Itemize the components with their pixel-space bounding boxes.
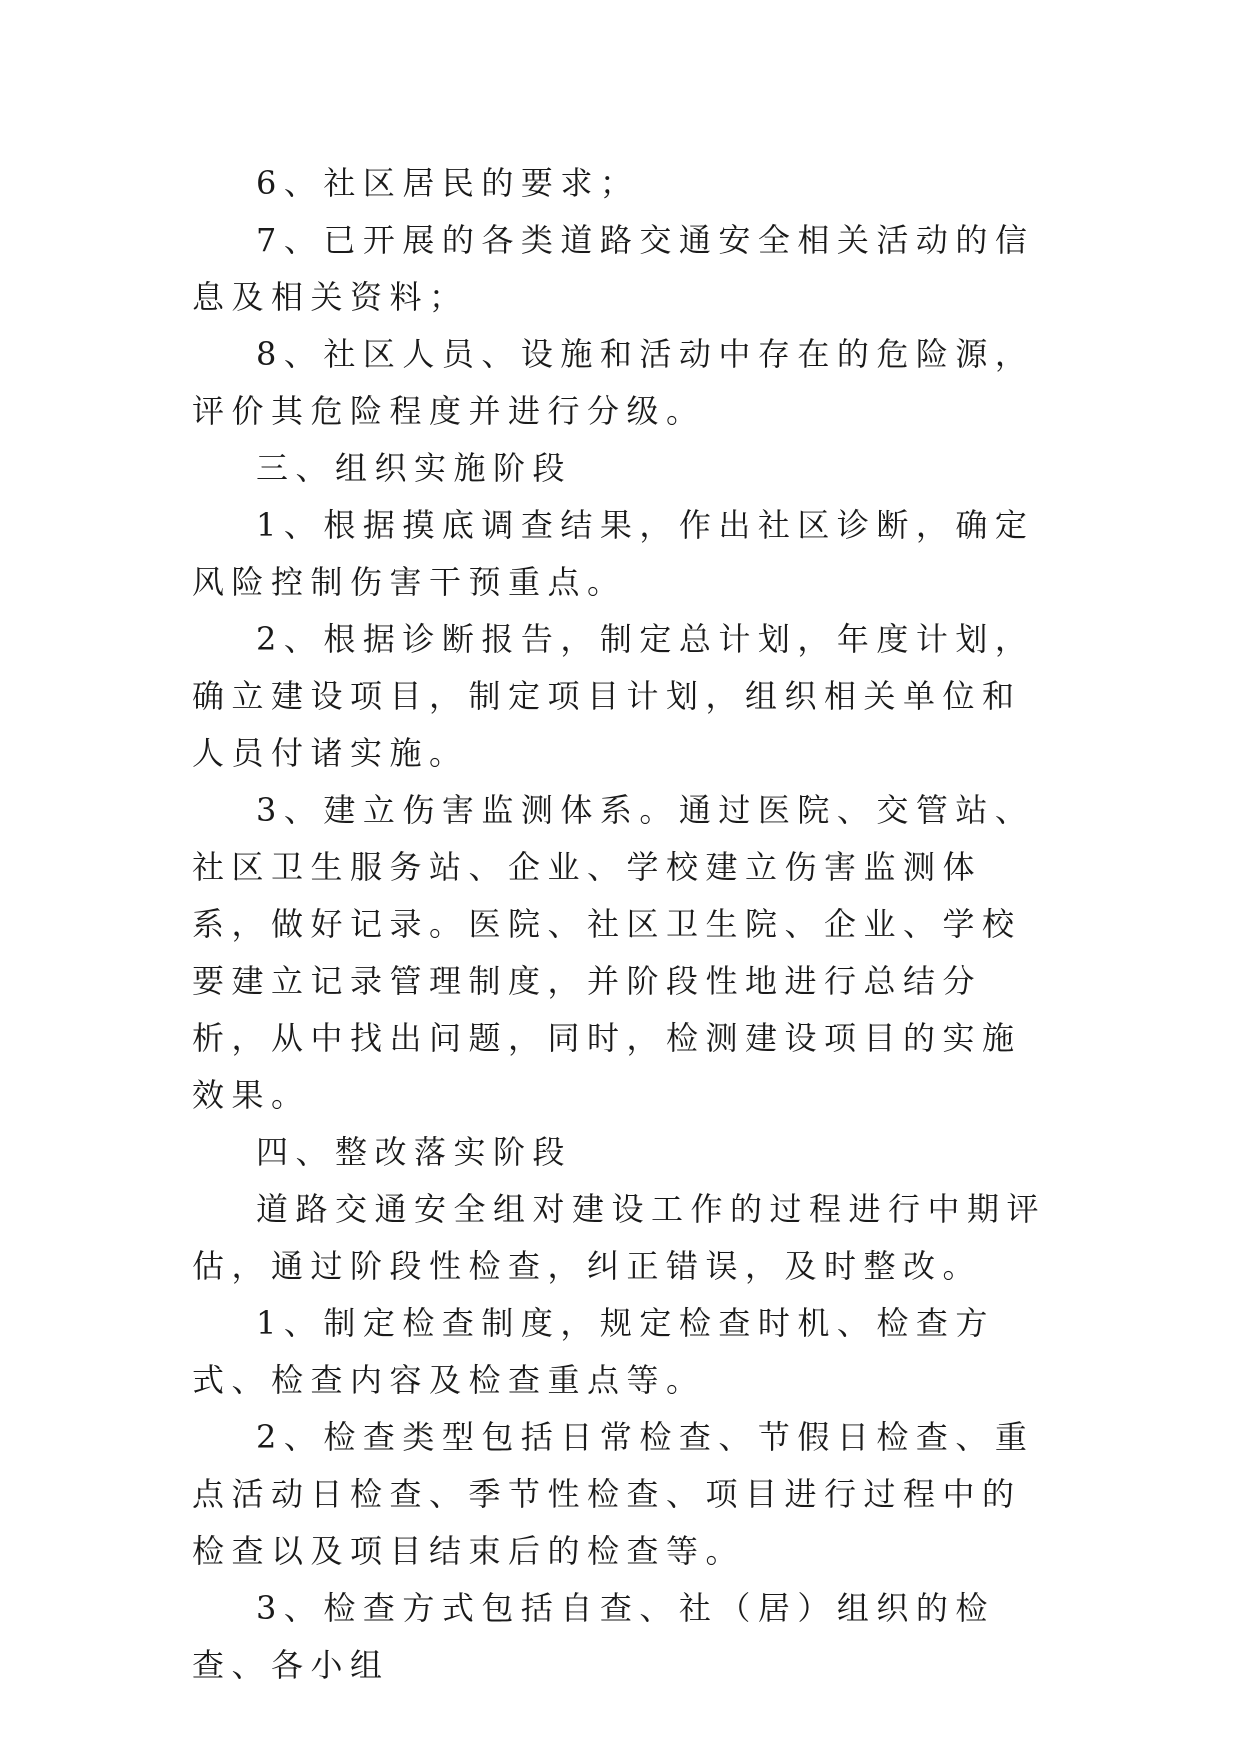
paragraph-item-8: 8、社区人员、设施和活动中存在的危险源，评价其危险程度并进行分级。: [192, 335, 1035, 430]
paragraph-item-1: 1、根据摸底调查结果，作出社区诊断，确定风险控制伤害干预重点。: [192, 506, 1035, 601]
paragraph-item-7: 7、已开展的各类道路交通安全相关活动的信息及相关资料；: [192, 221, 1035, 316]
document-body: [192, 155, 1052, 1694]
paragraph-intro: 道路交通安全组对建设工作的过程进行中期评估，通过阶段性检查，纠正错误，及时整改。: [192, 1190, 1047, 1285]
section-heading-4: 四、整改落实阶段: [256, 1133, 573, 1171]
section-heading-3: 三、组织实施阶段: [256, 449, 573, 487]
paragraph-item-3: 3、建立伤害监测体系。通过医院、交管站、社区卫生服务站、企业、学校建立伤害监测体系，做好记录。医院、社区卫生院、企业、学校要建立记录管理制度，并阶段性地进行总结分析，从中找出问题，同时，检测建设项目的实施效果。: [192, 791, 1035, 1114]
paragraph-item-3b: 3、检查方式包括自查、社（居）组织的检查、各小组: [192, 1589, 995, 1684]
paragraph-item-1b: 1、制定检查制度，规定检查时机、检查方式、检查内容及检查重点等。: [192, 1304, 995, 1399]
paragraph-item-6: 6、社区居民的要求；: [256, 164, 640, 202]
paragraph-item-2: 2、根据诊断报告，制定总计划，年度计划，确立建设项目，制定项目计划，组织相关单位和人员付诸实施。: [192, 620, 1035, 772]
paragraph-item-2b: 2、检查类型包括日常检查、节假日检查、重点活动日检查、季节性检查、项目进行过程中的检查以及项目结束后的检查等。: [192, 1418, 1035, 1570]
